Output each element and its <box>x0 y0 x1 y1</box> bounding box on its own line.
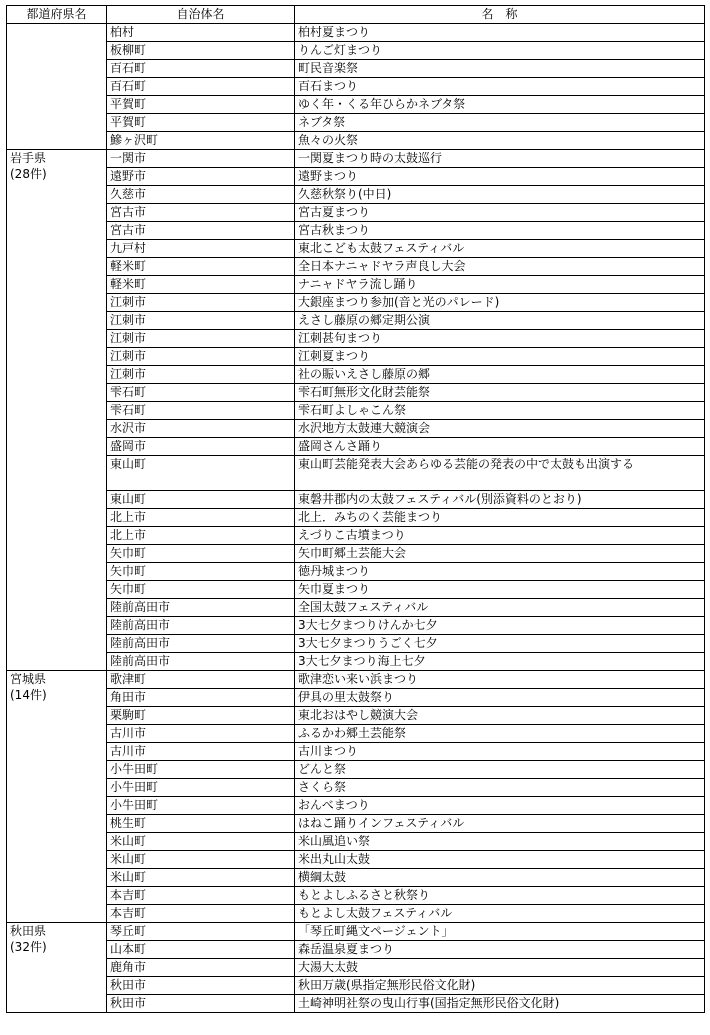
event-name-cell: 大湯大太鼓 <box>295 959 705 977</box>
municipality-cell: 板柳町 <box>107 42 295 60</box>
municipality-cell: 鹿角市 <box>107 959 295 977</box>
table-row <box>7 653 705 671</box>
event-name-cell: 伊具の里太鼓祭り <box>295 689 705 707</box>
municipality-cell: 江刺市 <box>107 330 295 348</box>
table-row <box>7 438 705 456</box>
event-name-cell: 江刺夏まつり <box>295 348 705 366</box>
event-name-cell: えさし藤原の郷定期公演 <box>295 312 705 330</box>
municipality-cell: 古川市 <box>107 725 295 743</box>
header-event-name: 名 称 <box>295 6 705 24</box>
event-name-cell: 秋田万歳(県指定無形民俗文化財) <box>295 977 705 995</box>
table-row <box>7 402 705 420</box>
event-name-cell: 社の賑いえさし藤原の郷 <box>295 366 705 384</box>
municipality-cell: 角田市 <box>107 689 295 707</box>
table-row <box>7 527 705 545</box>
event-name-cell: 柏村夏まつり <box>295 24 705 42</box>
municipality-cell: 陸前高田市 <box>107 635 295 653</box>
event-name-cell: 古川まつり <box>295 743 705 761</box>
table-header-row <box>7 6 705 24</box>
table-row <box>7 617 705 635</box>
table-row <box>7 995 705 1013</box>
event-name-cell: 宮古秋まつり <box>295 222 705 240</box>
event-name-cell: 横綱太鼓 <box>295 869 705 887</box>
table-row <box>7 96 705 114</box>
table-row <box>7 797 705 815</box>
prefecture-cell: 秋田県 (32件) <box>7 923 107 1013</box>
table-row <box>7 509 705 527</box>
table-row <box>7 743 705 761</box>
table-row <box>7 204 705 222</box>
municipality-cell: 琴丘町 <box>107 923 295 941</box>
table-row <box>7 420 705 438</box>
table-row <box>7 887 705 905</box>
event-name-cell: 矢巾町郷土芸能大会 <box>295 545 705 563</box>
event-name-cell: 大銀座まつり参加(音と光のパレード) <box>295 294 705 312</box>
event-name-cell: 江刺甚句まつり <box>295 330 705 348</box>
table-row <box>7 456 705 491</box>
table-row <box>7 348 705 366</box>
table-row <box>7 869 705 887</box>
table-body <box>7 24 705 1013</box>
table-row <box>7 689 705 707</box>
municipality-cell: 久慈市 <box>107 186 295 204</box>
table-row <box>7 258 705 276</box>
municipality-cell: 矢巾町 <box>107 545 295 563</box>
event-name-cell: 盛岡さんさ踊り <box>295 438 705 456</box>
municipality-cell: 江刺市 <box>107 312 295 330</box>
event-name-cell: さくら祭 <box>295 779 705 797</box>
event-name-cell: 東北おはやし競演大会 <box>295 707 705 725</box>
table-row <box>7 294 705 312</box>
event-name-cell: どんと祭 <box>295 761 705 779</box>
event-name-cell: 水沢地方太鼓連大競演会 <box>295 420 705 438</box>
municipality-cell: 桃生町 <box>107 815 295 833</box>
table-row <box>7 168 705 186</box>
municipality-cell: 百石町 <box>107 78 295 96</box>
table-row <box>7 60 705 78</box>
municipality-cell: 山本町 <box>107 941 295 959</box>
event-name-cell: りんご灯まつり <box>295 42 705 60</box>
table-row <box>7 581 705 599</box>
event-name-cell: はねこ踊りインフェスティバル <box>295 815 705 833</box>
table-row <box>7 941 705 959</box>
table-row <box>7 366 705 384</box>
municipality-cell: 栗駒町 <box>107 707 295 725</box>
municipality-cell: 柏村 <box>107 24 295 42</box>
municipality-cell: 平賀町 <box>107 96 295 114</box>
municipality-cell: 雫石町 <box>107 384 295 402</box>
event-name-cell: ゆく年・くる年ひらかネブタ祭 <box>295 96 705 114</box>
table-row <box>7 150 705 168</box>
municipality-cell: 九戸村 <box>107 240 295 258</box>
table-row <box>7 563 705 581</box>
table-row <box>7 132 705 150</box>
table-row <box>7 240 705 258</box>
table-row <box>7 815 705 833</box>
municipality-cell: 本吉町 <box>107 905 295 923</box>
municipality-cell: 米山町 <box>107 851 295 869</box>
event-name-cell: ナニャドヤラ流し踊り <box>295 276 705 294</box>
table-row <box>7 545 705 563</box>
event-name-cell: 土崎神明社祭の曳山行事(国指定無形民俗文化財) <box>295 995 705 1013</box>
table-row <box>7 42 705 60</box>
event-name-cell: 雫石町無形文化財芸能祭 <box>295 384 705 402</box>
table-row <box>7 707 705 725</box>
municipality-cell: 東山町 <box>107 491 295 509</box>
municipality-cell: 遠野市 <box>107 168 295 186</box>
municipality-cell: 陸前高田市 <box>107 653 295 671</box>
event-name-cell: 雫石町よしゃこん祭 <box>295 402 705 420</box>
table-row <box>7 78 705 96</box>
municipality-cell: 米山町 <box>107 833 295 851</box>
event-name-cell: 遠野まつり <box>295 168 705 186</box>
municipality-cell: 百石町 <box>107 60 295 78</box>
table-row <box>7 833 705 851</box>
table-row <box>7 923 705 941</box>
municipality-cell: 陸前高田市 <box>107 617 295 635</box>
table-row <box>7 186 705 204</box>
municipality-cell: 北上市 <box>107 509 295 527</box>
festival-table-container <box>6 5 705 1013</box>
table-row <box>7 312 705 330</box>
event-name-cell: 歌津恋い来い浜まつり <box>295 671 705 689</box>
table-row <box>7 905 705 923</box>
event-name-cell: 徳丹城まつり <box>295 563 705 581</box>
municipality-cell: 小牛田町 <box>107 761 295 779</box>
municipality-cell: 鰺ヶ沢町 <box>107 132 295 150</box>
municipality-cell: 秋田市 <box>107 977 295 995</box>
table-row <box>7 491 705 509</box>
header-prefecture: 都道府県名 <box>7 6 107 24</box>
table-row <box>7 977 705 995</box>
event-name-cell: 魚々の火祭 <box>295 132 705 150</box>
event-name-cell: 3大七夕まつりけんか七夕 <box>295 617 705 635</box>
table-row <box>7 276 705 294</box>
municipality-cell: 本吉町 <box>107 887 295 905</box>
municipality-cell: 矢巾町 <box>107 563 295 581</box>
table-row <box>7 330 705 348</box>
event-name-cell: 森岳温泉夏まつり <box>295 941 705 959</box>
event-name-cell: もとよしふるさと秋祭り <box>295 887 705 905</box>
municipality-cell: 秋田市 <box>107 995 295 1013</box>
event-name-cell: 久慈秋祭り(中日) <box>295 186 705 204</box>
municipality-cell: 歌津町 <box>107 671 295 689</box>
table-row <box>7 635 705 653</box>
festival-table <box>6 5 705 1013</box>
table-row <box>7 725 705 743</box>
table-row <box>7 761 705 779</box>
municipality-cell: 米山町 <box>107 869 295 887</box>
event-name-cell: 米山風追い祭 <box>295 833 705 851</box>
table-row <box>7 222 705 240</box>
event-name-cell: ネブタ祭 <box>295 114 705 132</box>
header-municipality: 自治体名 <box>107 6 295 24</box>
table-row <box>7 959 705 977</box>
municipality-cell: 軽米町 <box>107 276 295 294</box>
event-name-cell: えづりこ古墳まつり <box>295 527 705 545</box>
event-name-cell: 東北こども太鼓フェスティバル <box>295 240 705 258</box>
prefecture-cell: 岩手県 (28件) <box>7 150 107 671</box>
municipality-cell: 平賀町 <box>107 114 295 132</box>
event-name-cell: 東磐井郡内の太鼓フェスティバル(別添資料のとおり) <box>295 491 705 509</box>
table-row <box>7 671 705 689</box>
municipality-cell: 水沢市 <box>107 420 295 438</box>
municipality-cell: 陸前高田市 <box>107 599 295 617</box>
municipality-cell: 宮古市 <box>107 204 295 222</box>
event-name-cell: 町民音楽祭 <box>295 60 705 78</box>
municipality-cell: 江刺市 <box>107 366 295 384</box>
event-name-cell: ふるかわ郷土芸能祭 <box>295 725 705 743</box>
event-name-cell: 北上．みちのく芸能まつり <box>295 509 705 527</box>
table-row <box>7 384 705 402</box>
table-row <box>7 779 705 797</box>
municipality-cell: 北上市 <box>107 527 295 545</box>
municipality-cell: 東山町 <box>107 456 295 491</box>
event-name-cell: 東山町芸能発表大会あらゆる芸能の発表の中で太鼓も出演する <box>295 456 705 491</box>
municipality-cell: 軽米町 <box>107 258 295 276</box>
event-name-cell: 矢巾夏まつり <box>295 581 705 599</box>
event-name-cell: もとよし太鼓フェスティバル <box>295 905 705 923</box>
event-name-cell: 全日本ナニャドヤラ声良し大会 <box>295 258 705 276</box>
municipality-cell: 江刺市 <box>107 348 295 366</box>
municipality-cell: 矢巾町 <box>107 581 295 599</box>
municipality-cell: 盛岡市 <box>107 438 295 456</box>
event-name-cell: 全国太鼓フェスティバル <box>295 599 705 617</box>
table-row <box>7 24 705 42</box>
municipality-cell: 小牛田町 <box>107 779 295 797</box>
event-name-cell: 「琴丘町縄文ページェント」 <box>295 923 705 941</box>
prefecture-cell <box>7 24 107 150</box>
municipality-cell: 一関市 <box>107 150 295 168</box>
municipality-cell: 古川市 <box>107 743 295 761</box>
event-name-cell: 宮古夏まつり <box>295 204 705 222</box>
municipality-cell: 小牛田町 <box>107 797 295 815</box>
event-name-cell: おんべまつり <box>295 797 705 815</box>
municipality-cell: 宮古市 <box>107 222 295 240</box>
table-row <box>7 599 705 617</box>
table-row <box>7 851 705 869</box>
municipality-cell: 江刺市 <box>107 294 295 312</box>
prefecture-cell: 宮城県 (14件) <box>7 671 107 923</box>
event-name-cell: 米出丸山太鼓 <box>295 851 705 869</box>
event-name-cell: 3大七夕まつり海上七夕 <box>295 653 705 671</box>
event-name-cell: 一関夏まつり時の太鼓巡行 <box>295 150 705 168</box>
event-name-cell: 3大七夕まつりうごく七夕 <box>295 635 705 653</box>
municipality-cell: 雫石町 <box>107 402 295 420</box>
table-row <box>7 114 705 132</box>
event-name-cell: 百石まつり <box>295 78 705 96</box>
